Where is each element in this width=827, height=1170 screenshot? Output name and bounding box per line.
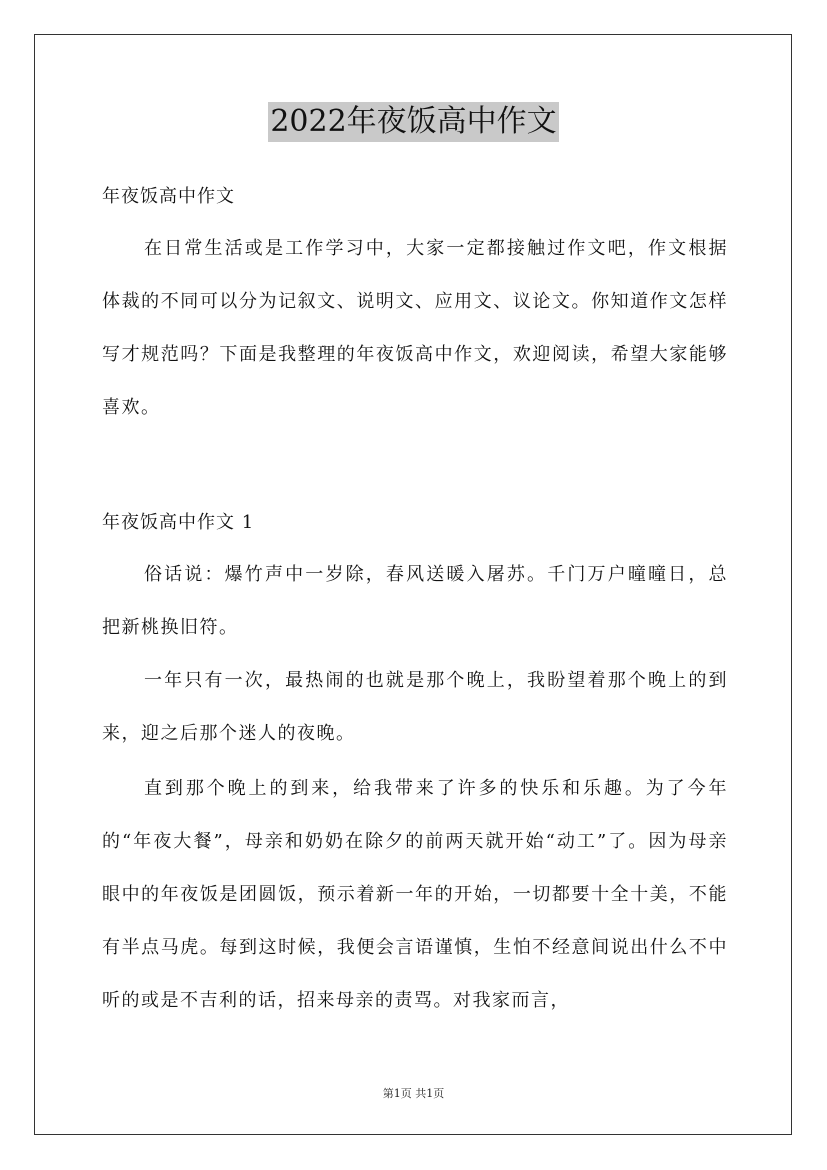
body-paragraph: 一年只有一次，最热闹的也就是那个晚上，我盼望着那个晚上的到来，迎之后那个迷人的夜晚。: [102, 670, 728, 744]
title-text: 2022年夜饭高中作文: [268, 102, 558, 142]
body-paragraph: 直到那个晚上的到来，给我带来了许多的快乐和乐趣。为了今年的“年夜大餐”，母亲和奶奶在除夕的前两天就开始“动工”了。因为母亲眼中的年夜饭是团圆饭，预示着新一年的开始，一切都要十全十美，不能有半点马虎。每到这时候，我便会言语谨慎，生怕不经意间说出什么不中听的或是不吉利的话，招来母亲的责骂。对我家而言，: [102, 778, 728, 1011]
document-title: [0, 102, 827, 142]
page-number: 第1页 共1页: [382, 1087, 445, 1100]
body-paragraph: 俗话说：爆竹声中一岁除，春风送暖入屠苏。千门万户曈曈日，总把新桃换旧符。: [102, 564, 728, 638]
section-heading: 年夜饭高中作文 1: [102, 512, 255, 533]
intro-paragraph: 在日常生活或是工作学习中，大家一定都接触过作文吧，作文根据体裁的不同可以分为记叙文、说明文、应用文、议论文。你知道作文怎样写才规范吗？下面是我整理的年夜饭高中作文，欢迎阅读，希望大家能够喜欢。: [102, 238, 728, 418]
subtitle: 年夜饭高中作文: [102, 186, 235, 207]
